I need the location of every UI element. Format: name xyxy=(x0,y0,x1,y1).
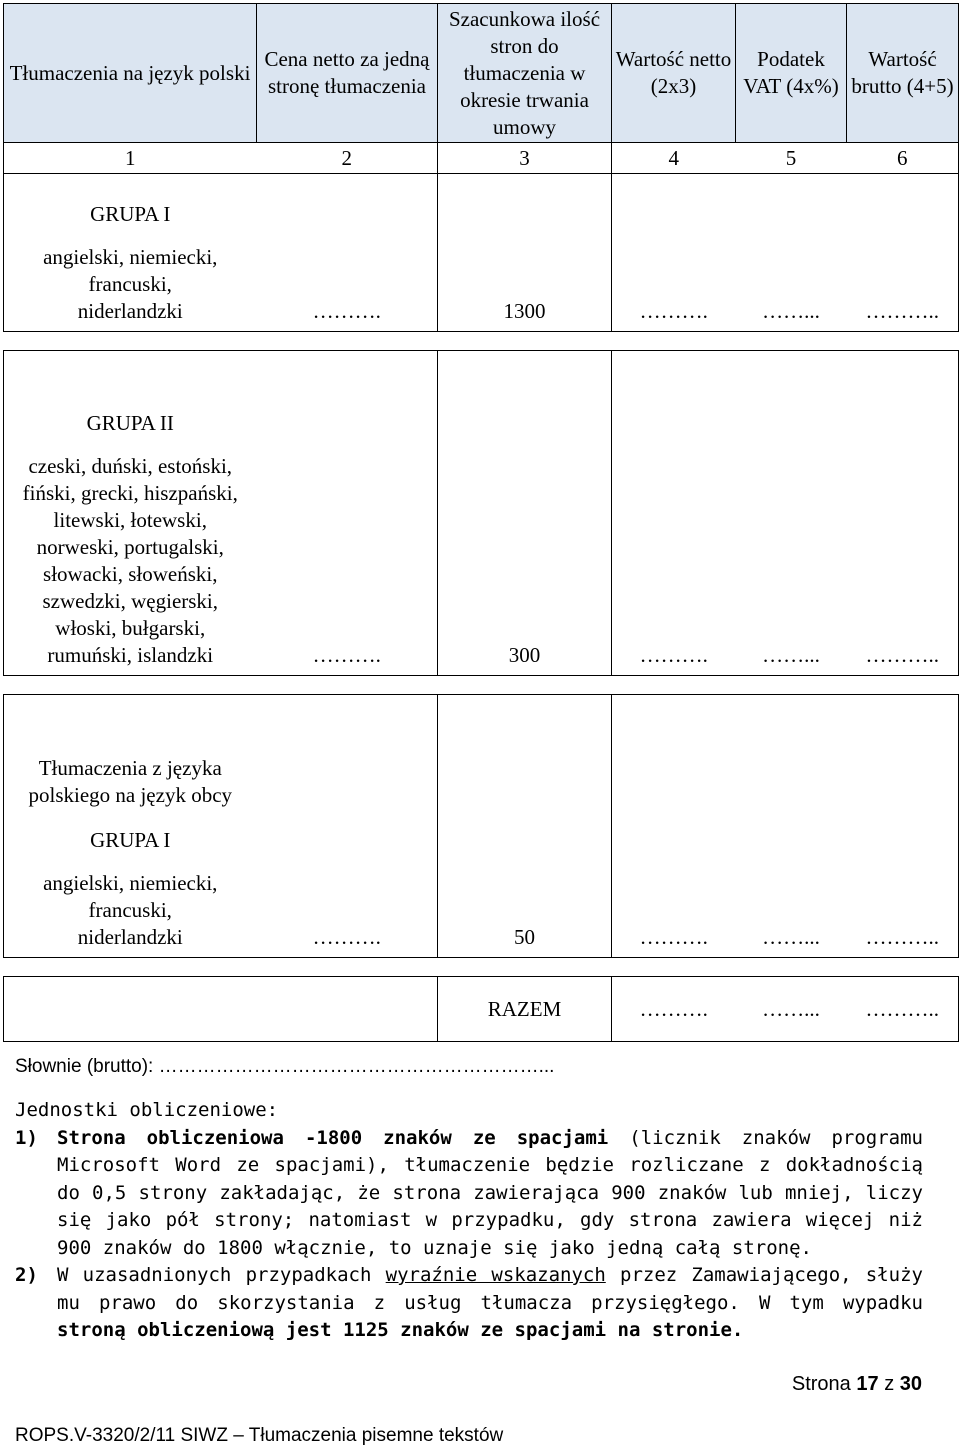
col-number-2: 2 xyxy=(257,143,438,174)
row1-netto: ………. xyxy=(612,174,736,332)
row1-price: ………. xyxy=(257,174,438,332)
row1-languages-cell xyxy=(4,174,257,332)
row3-netto: ………. xyxy=(612,695,736,958)
header-vat: Podatek VAT (4x%) xyxy=(736,4,847,143)
col-number-3: 3 xyxy=(438,143,612,174)
row2-languages-cell xyxy=(4,351,257,676)
row3-brutto: ……….. xyxy=(847,695,959,958)
table-row xyxy=(4,174,959,332)
row2-vat: ……... xyxy=(736,351,847,676)
row3-pages: 50 xyxy=(438,695,612,958)
row3-title: Tłumaczenia z języka polskiego na język obcy xyxy=(28,756,233,807)
header-brutto: Wartość brutto (4+5) xyxy=(847,4,959,143)
units-heading: Jednostki obliczeniowe: xyxy=(15,1099,279,1121)
row1-vat: ……... xyxy=(736,174,847,332)
row3-vat: ……... xyxy=(736,695,847,958)
col-number-6: 6 xyxy=(847,143,959,174)
row1-languages: angielski, niemiecki, francuski, niderlandzki xyxy=(43,245,218,323)
row3-languages-cell xyxy=(4,695,257,958)
units-item-1: 1) Strona obliczeniowa -1800 znaków ze spacjami (licznik znaków programu Microsoft Word ze spacjami), tłumaczenie będzie rozliczane z dokładnością do 0,5 strony zakładając, że strona zawierająca 900 znaków lub mniej, liczy się jako pół strony; natomiast w przypadku, gdy strona zawiera więcej niż 900 znaków do 1800 włącznie, to uznaje się jako jedną całą stronę. xyxy=(15,1126,923,1259)
row2-group: GRUPA II xyxy=(86,411,174,435)
total-vat: ……... xyxy=(736,977,847,1042)
price-table xyxy=(3,3,959,1042)
row2-pages: 300 xyxy=(438,351,612,676)
slownie-line: Słownie (brutto): ……………………………………………………... xyxy=(15,1056,555,1077)
row2-price: ………. xyxy=(257,351,438,676)
header-language: Tłumaczenia na język polski xyxy=(4,4,257,143)
units-item-1-text: (licznik znaków programu Microsoft Word ze spacjami), tłumaczenie będzie rozliczane z dokładnością do 0,5 strony zakładając, że strona zawierająca 900 znaków lub mniej, liczy się jako pół strony; natomiast w przypadku, gdy strona zawiera więcej niż 900 znaków do 1800 włącznie, to uznaje się jako jedną całą stronę. xyxy=(57,1126,923,1259)
row2-brutto: ……….. xyxy=(847,351,959,676)
header-netto: Wartość netto (2x3) xyxy=(612,4,736,143)
row1-pages: 1300 xyxy=(438,174,612,332)
row3-price: ………. xyxy=(257,695,438,958)
table-row xyxy=(4,351,959,676)
row2-netto: ………. xyxy=(612,351,736,676)
row3-group: GRUPA I xyxy=(90,828,171,852)
units-section xyxy=(15,1097,923,1345)
col-number-4: 4 xyxy=(612,143,736,174)
header-pages: Szacunkowa ilość stron do tłumaczenia w okresie trwania umowy xyxy=(438,4,612,143)
total-row xyxy=(4,977,959,1042)
col-number-1: 1 xyxy=(4,143,257,174)
col-number-5: 5 xyxy=(736,143,847,174)
row3-languages: angielski, niemiecki, francuski, niderlandzki xyxy=(43,871,218,949)
total-netto: ………. xyxy=(612,977,736,1042)
row2-languages: czeski, duński, estoński, fiński, grecki, hiszpański, litewski, łotewski, norweski, portugalski, słowacki, słoweński, szwedzki, węgierski, włoski, bułgarski, rumuński, islandzki xyxy=(22,454,238,667)
page-number: Strona 17 z 30 xyxy=(791,1373,922,1395)
table-row xyxy=(4,695,959,958)
header-price: Cena netto za jedną stronę tłumaczenia xyxy=(257,4,438,143)
row1-group: GRUPA I xyxy=(90,202,171,226)
row1-brutto: ……….. xyxy=(847,174,959,332)
document-footer: ROPS.V-3320/2/11 SIWZ – Tłumaczenia pisemne tekstów xyxy=(15,1425,504,1446)
total-brutto: ……….. xyxy=(847,977,959,1042)
total-label: RAZEM xyxy=(438,977,612,1042)
units-item-2: 2) W uzasadnionych przypadkach wyraźnie wskazanych przez Zamawiającego, służy mu prawo do skorzystania z usług tłumacza przysięgłego. W tym wypadku stroną obliczeniową jest 1125 znaków ze spacjami na stronie. xyxy=(15,1264,923,1341)
underlined-phrase: wyraźnie wskazanych xyxy=(385,1264,606,1286)
units-item-2-bold: stroną obliczeniową jest 1125 znaków ze spacjami na stronie. xyxy=(57,1319,744,1341)
units-item-1-bold: Strona obliczeniowa -1800 znaków ze spacjami xyxy=(57,1126,609,1149)
